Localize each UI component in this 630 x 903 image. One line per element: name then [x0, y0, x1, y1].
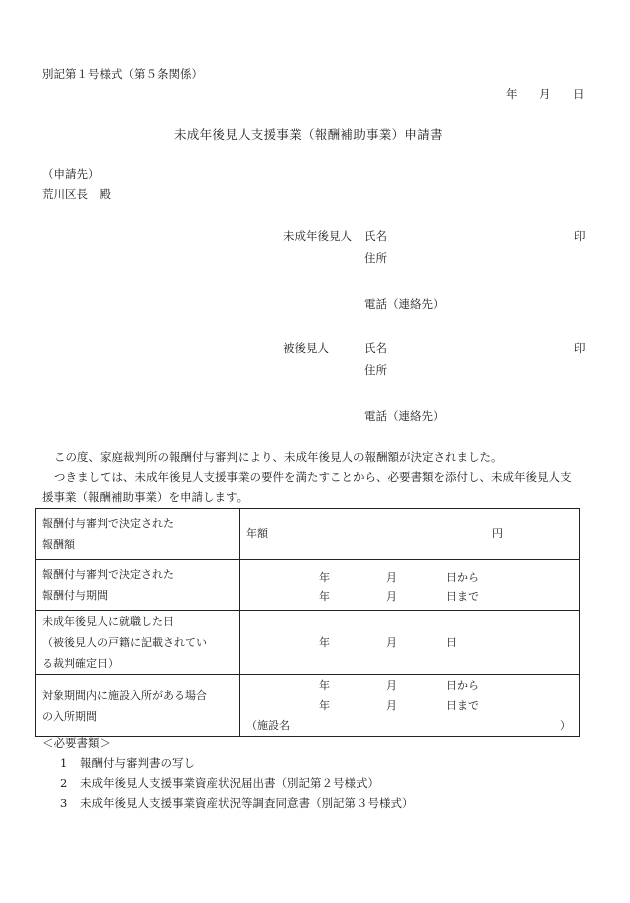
appointment-month: 月 [386, 635, 397, 649]
required-doc-1-text: 報酬付与審判書の写し [80, 756, 195, 770]
period-from-day: 日から [446, 571, 479, 584]
fee-amount-label-a: 報酬付与審判で決定された [42, 517, 174, 530]
form-number: 別記第１号様式（第５条関係） [42, 67, 203, 81]
ward-role: 被後見人 [283, 341, 329, 355]
facility-name-close: ） [560, 719, 571, 732]
appointment-day: 日 [446, 635, 457, 649]
required-doc-2-num: 2 [60, 776, 68, 790]
required-doc-3-num: 3 [60, 796, 68, 810]
facility-period-label-a: 対象期間内に施設入所がある場合 [42, 688, 207, 702]
fee-period-label-a: 報酬付与審判で決定された [42, 568, 174, 581]
period-from-year: 年 [319, 571, 330, 584]
date-day-label: 日 [573, 87, 585, 101]
facility-period-label-cell [36, 675, 240, 737]
period-from-month: 月 [386, 571, 397, 584]
guardian-seal-mark: 印 [574, 229, 586, 243]
fee-period-label-cell [36, 560, 240, 611]
appointment-date-value-cell[interactable] [240, 611, 580, 675]
ward-name-label: 氏名 [364, 341, 387, 355]
guardian-address-label: 住所 [364, 251, 387, 265]
table-row-facility-period [36, 675, 580, 737]
document-title: 未成年後見人支援事業（報酬補助事業）申請書 [174, 127, 443, 142]
facility-to-day: 日まで [446, 699, 479, 712]
facility-period-label-b: の入所期間 [42, 709, 97, 723]
body-line-1: この度、家庭裁判所の報酬付与審判により、未成年後見人の報酬額が決定されました。 [54, 450, 503, 464]
ward-seal-mark: 印 [574, 341, 586, 355]
facility-from-year: 年 [319, 679, 330, 692]
facility-name-open: （施設名 [246, 719, 290, 732]
facility-to-year: 年 [319, 699, 330, 712]
yen-label: 円 [492, 527, 503, 540]
addressee-label: （申請先） [42, 167, 100, 181]
guardian-role: 未成年後見人 [283, 229, 352, 243]
ward-phone-label: 電話（連絡先） [364, 409, 445, 423]
required-doc-3-text: 未成年後見人支援事業資産状況等調査同意書（別記第３号様式） [80, 796, 414, 810]
fee-amount-label-cell [36, 509, 240, 560]
period-to-day: 日まで [446, 590, 479, 603]
addressee-name: 荒川区長 殿 [42, 187, 111, 201]
appointment-date-label-c: る裁判確定日） [42, 657, 119, 670]
fee-period-label-b: 報酬付与期間 [42, 589, 108, 602]
guardian-phone-label: 電話（連絡先） [364, 297, 445, 311]
application-table [35, 508, 580, 737]
appointment-date-label-b: （被後見人の戸籍に記載されてい [42, 636, 207, 649]
required-docs-heading: ＜必要書類＞ [42, 736, 111, 750]
body-line-2b: 援事業（報酬補助事業）を申請します。 [42, 490, 249, 504]
appointment-year: 年 [319, 635, 330, 649]
facility-period-value-cell[interactable] [240, 675, 580, 737]
ward-address-label: 住所 [364, 363, 387, 377]
table-row-appointment-date [36, 611, 580, 675]
fee-amount-value-cell[interactable] [240, 509, 580, 560]
table-row-fee-period [36, 560, 580, 611]
appointment-date-label-cell [36, 611, 240, 675]
facility-from-month: 月 [386, 679, 397, 692]
required-doc-2-text: 未成年後見人支援事業資産状況届出書（別記第２号様式） [80, 776, 379, 790]
period-to-year: 年 [319, 590, 330, 603]
appointment-date-label-a: 未成年後見人に就職した日 [42, 615, 174, 628]
required-doc-1-num: 1 [60, 756, 68, 770]
facility-to-month: 月 [386, 699, 397, 712]
facility-from-day: 日から [446, 679, 479, 692]
table-row-fee-amount [36, 509, 580, 560]
body-line-2a: つきましては、未成年後見人支援事業の要件を満たすことから、必要書類を添付し、未成年後見人支 [54, 470, 572, 484]
date-year-label: 年 [506, 87, 518, 101]
fee-period-value-cell[interactable] [240, 560, 580, 611]
annual-amount-label: 年額 [246, 527, 268, 540]
date-month-label: 月 [539, 87, 551, 101]
period-to-month: 月 [386, 590, 397, 603]
guardian-name-label: 氏名 [364, 229, 387, 243]
fee-amount-label-b: 報酬額 [42, 538, 75, 551]
